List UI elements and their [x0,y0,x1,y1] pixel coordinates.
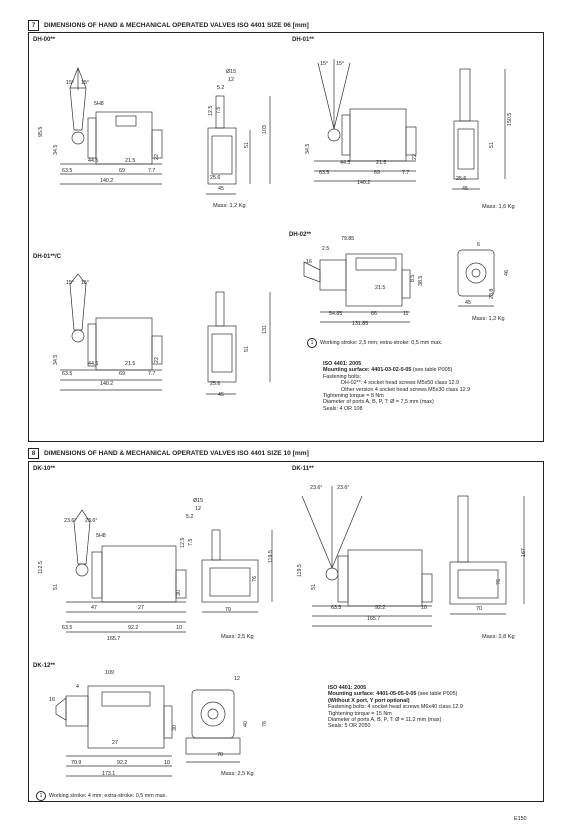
dk12-dim-e: 27 [112,740,118,746]
dk10-side-height: 119.5 [268,550,274,563]
spec-line: Tightening torque = 8 Nm [323,393,384,400]
dh02-dim-a: 79.85 [341,236,355,242]
note-text: Working stroke: 2,5 mm; extra-stroke: 0,5 mm max. [320,340,443,346]
dh01c-dim-d: 63.5 [62,371,73,377]
section-7-note [307,338,442,348]
dh01-dim-d: 63.5 [319,170,330,176]
spec-line: Other version 4 socket head screws M5x30 class 12.9 [341,386,471,393]
dh01-dim-c: 22 [412,154,418,160]
dk11-side-width: 70 [476,606,482,612]
dk12-side-c: 76 [262,721,268,727]
note-text: Working stroke: 4 mm; extra-stroke: 0,5 mm max. [49,793,167,799]
section-number: 7 [28,20,39,31]
dh00-mass: Mass: 1,2 Kg [213,203,246,209]
dh02-drawing [300,240,540,340]
dh02-dim-i: 11 [403,311,409,317]
dk11-dim-b: 92.2 [375,605,386,611]
section-8-note [36,791,167,801]
dk12-label: DK-12** [33,663,56,669]
dh00-height: 95.5 [38,126,44,137]
dh00-knob-d: 7.5 [216,106,222,114]
dk11-mass: Mass: 2,8 Kg [482,634,515,640]
dk10-side-width: 70 [225,607,231,613]
dh02-side-width: 45 [465,300,471,306]
dh01-angle-left: 15° [320,61,329,67]
dk12-dim-d: 30 [172,725,178,731]
dh01-side-mid: 51 [489,142,495,148]
dk10-knob-b: 5.2 [186,514,194,520]
dk10-angle-right: 23.6° [85,518,98,524]
dh01c-side-width: 45 [218,392,224,398]
dh01-angle-right: 15° [336,61,345,67]
dk10-total-length: 165.7 [107,636,121,642]
dh02-dim-c: 16 [306,259,312,265]
dh02-dim-d: 8.5 [410,274,416,282]
dh00-knob-c: 12.5 [208,105,214,116]
dh02-mass: Mass: 1,2 Kg [472,316,505,322]
dh00-dim-e: 69 [119,168,125,174]
spec-line: Tightening torque = 15 Nm [328,710,392,717]
dk11-angle-right: 23.6° [337,485,350,491]
dh01c-dim-b: 21.5 [125,361,136,367]
dh01-dim-f: 7.7 [402,170,410,176]
dh01c-dim-a: 44.5 [88,361,99,367]
spec-ports: (Without X port, Y port optional) [328,697,410,704]
dh01c-drawing [30,270,290,410]
section-8-spec [328,685,463,730]
dh00-dim-a: 44.5 [88,158,99,164]
dh00-side-mid: 51 [244,142,250,148]
dh01c-side-height: 131 [262,325,268,334]
section-title: DIMENSIONS OF HAND & MECHANICAL OPERATED VALVES ISO 4401 SIZE 10 [mm] [44,450,309,457]
spec-line: Seals: 5 OR 2050 [328,723,371,730]
dk12-dim-f: 70.9 [71,760,82,766]
spec-title: ISO 4401: 2005 [323,361,362,367]
dh00-dim-f: 7.7 [148,168,156,174]
dk12-dim-c: 16 [49,697,55,703]
dk11-drawing [296,476,536,636]
dh01c-dim-c: 22 [154,357,160,363]
dk10-dim-e: 92.2 [128,625,139,631]
note-marker: 1 [307,338,317,348]
dk11-label: DK-11** [292,466,314,472]
dk12-side-a: 12 [234,676,240,682]
dk10-dim-f: 10 [176,625,182,631]
dk12-mass: Mass: 2,5 Kg [221,771,254,777]
dk10-dim-d: 63.5 [62,625,73,631]
dh00-side-a: 25.6 [210,175,221,181]
section-number: 8 [28,448,39,459]
dh00-knob-a: 12 [228,77,234,83]
section-7-header [28,20,309,31]
dh00-total-length: 140.2 [100,178,114,184]
dk10-knob-d: 7.5 [188,538,194,546]
dh01c-side-mid: 51 [244,346,250,352]
section-title: DIMENSIONS OF HAND & MECHANICAL OPERATED VALVES ISO 4401 SIZE 06 [mm] [44,22,309,29]
dh01-side-width: 45 [462,186,468,192]
dh01c-side-a: 25.6 [210,381,221,387]
dk11-axis-height: 51 [311,584,317,590]
dh01-total-length: 140.2 [357,180,371,186]
dk10-knob-a: 12 [195,506,201,512]
dh00-label: DH-00** [33,37,56,43]
dh00-knob-b: 5.2 [217,85,225,91]
dh01-dim-b: 21.5 [376,160,387,166]
dh02-dim-f: 21.5 [375,285,386,291]
section-7-spec [323,361,470,412]
dh00-angle-left: 15° [66,80,75,86]
dk10-knob-c: 12.5 [180,537,186,548]
dh00-axis-height: 34.5 [53,144,59,155]
dh01c-label: DH-01**/C [33,254,62,260]
dh02-side-a: 6 [477,242,480,248]
dk10-bore: 5H8 [96,533,106,539]
dh01-dim-e: 69 [374,170,380,176]
dk10-axis-height: 51 [53,584,59,590]
note-marker: 1 [36,791,46,801]
spec-surface: Mounting surface: 4401-05-05-0-05 [328,691,417,698]
dk10-label: DK-10** [33,466,56,472]
spec-surface: Mounting surface: 4401-03-02-0-05 [323,367,412,374]
dk10-dim-b: 27 [138,605,144,611]
dh02-dim-g: 54.85 [329,311,343,317]
dk12-dim-b: 4 [76,684,79,690]
spec-line: Diameter of ports A, B, P, T: Ø = 7,5 mm (max) [323,399,434,406]
dh02-side-b: 46 [504,270,510,276]
dh00-dim-b: 21.5 [125,158,136,164]
dk12-dim-h: 10 [164,760,170,766]
dh02-total-length: 131.85 [352,321,369,327]
dh01c-total-length: 140.2 [100,381,114,387]
dh00-angle-right: 15° [81,80,90,86]
dk12-side-width: 70 [217,752,223,758]
spec-line: Diameter of ports A, B, P, T: Ø = 11,2 mm (max) [328,717,442,724]
dh00-dim-d: 63.5 [62,168,73,174]
spec-surface-ref: (see table P005) [416,691,458,698]
spec-title: ISO 4401: 2005 [328,685,367,691]
dh01c-axis-height: 34.5 [53,354,59,365]
spec-line: Fastening bolts: 4 socket head screws M6x40 class 12.9 [328,704,463,711]
dk11-height: 119.5 [297,564,303,577]
dk11-side-height: 167 [521,548,527,557]
dh00-knob-dia: Ø15 [226,69,237,75]
spec-line: Fastening bolts: [323,373,362,380]
dh01-drawing [300,55,530,205]
section-8-header [28,448,309,459]
dk12-dim-a: 109 [105,670,114,676]
dk10-dim-a: 47 [91,605,97,611]
dk11-dim-c: 10 [421,605,427,611]
dk11-side-mid: 76 [496,579,502,585]
dh01-side-a: 25.6 [456,176,467,182]
dh01-label: DH-01** [292,37,315,43]
dh01c-dim-f: 7.7 [148,371,156,377]
dh02-dim-e: 38.5 [418,275,424,286]
dk10-side-mid: 76 [252,576,258,582]
dk11-total-length: 165.7 [367,616,381,622]
dk12-side-b: 40 [243,721,249,727]
dh01-mass: Mass: 1,6 Kg [482,204,515,210]
dh01c-angle-left: 15° [66,280,75,286]
dh00-dim-c: 22 [154,154,160,160]
dh01-side-height: 150.5 [507,112,513,126]
dh00-side-height: 103 [262,125,268,134]
dh00-bore: 5H8 [94,101,104,107]
page-number: E150 [514,816,527,822]
spec-line: Seals: 4 OR 108 [323,405,363,412]
spec-line: DH-02**: 4 socket head screws M5x50 class 12.9 [341,380,460,387]
dk11-dim-a: 63.5 [331,605,342,611]
dk11-angle-left: 23.6° [310,485,323,491]
dh02-side-c: 23.8 [489,288,495,299]
dk12-dim-g: 92.2 [117,760,128,766]
dh02-dim-b: 2.5 [322,246,330,252]
dh01c-angle-right: 15° [81,280,90,286]
dk10-knob-dia: Ø15 [193,498,204,504]
dk10-angle-left: 23.6° [64,518,77,524]
dh01c-dim-e: 69 [119,371,125,377]
dh01-axis-height: 34.5 [305,143,311,154]
spec-surface-ref: (see table P005) [411,367,453,374]
dh01-dim-a: 44.5 [340,160,351,166]
dk10-dim-c: 30 [176,590,182,596]
dk10-height: 112.5 [38,561,44,574]
dh02-label: DH-02** [289,232,312,238]
dk12-drawing [40,676,270,786]
dh02-dim-h: 66 [371,311,377,317]
dk12-total-length: 173.1 [102,771,116,777]
dh00-side-width: 45 [218,186,224,192]
dk10-mass: Mass: 2,5 Kg [221,634,254,640]
